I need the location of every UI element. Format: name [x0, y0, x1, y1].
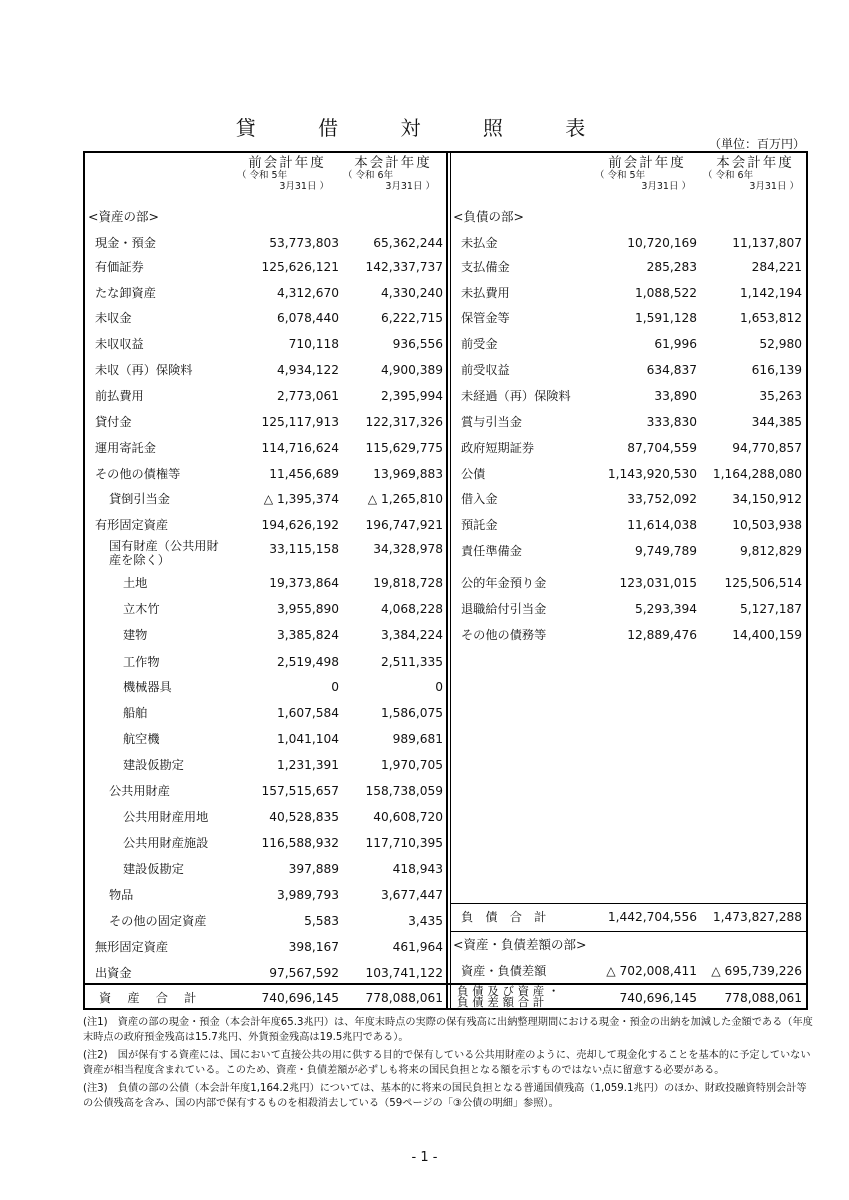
- liability-row: [451, 623, 808, 647]
- liability-curr-value: 35,263: [759, 389, 802, 403]
- asset-curr-value: 4,068,228: [380, 602, 443, 616]
- net-section-label: <資産・負債差額の部>: [453, 937, 587, 952]
- asset-curr-value: 117,710,395: [365, 836, 443, 850]
- asset-prev-value: 6,078,440: [276, 311, 339, 325]
- liability-row: [451, 410, 808, 434]
- liability-label: 前受金: [461, 337, 498, 351]
- liability-prev-value: 1,143,920,530: [607, 467, 697, 481]
- liability-row: [451, 332, 808, 356]
- asset-label: 国有財産（公共用財産を除く）: [109, 539, 219, 567]
- liability-prev-value: 634,837: [646, 363, 697, 377]
- liability-curr-value: 10,503,938: [732, 518, 802, 532]
- asset-label: 前払費用: [95, 389, 144, 403]
- liability-curr-value: 1,142,194: [739, 286, 802, 300]
- assets-total-curr: 778,088,061: [365, 991, 443, 1005]
- liability-label: 未払金: [461, 236, 498, 250]
- assets-total-prev: 740,696,145: [261, 991, 339, 1005]
- net-label: 資産・負債差額: [461, 964, 547, 978]
- asset-label: 公共用財産: [109, 784, 170, 798]
- asset-prev-value: 114,716,624: [261, 441, 339, 455]
- page-number: - 1 -: [411, 1150, 438, 1165]
- asset-curr-value: 461,964: [392, 940, 443, 954]
- asset-label: 未収金: [95, 311, 132, 325]
- liab-prev-header: 前会計年度 （ 令和 5年 3月31日 ）: [595, 155, 691, 192]
- liability-row: [451, 358, 808, 382]
- liability-label: 退職給付引当金: [461, 602, 547, 616]
- asset-row: [85, 537, 445, 567]
- asset-curr-value: 3,677,447: [380, 888, 443, 902]
- asset-label: 未収収益: [95, 337, 144, 351]
- center-divider: [446, 153, 448, 1008]
- liability-curr-value: 1,653,812: [739, 311, 802, 325]
- liability-curr-value: 616,139: [751, 363, 802, 377]
- liability-curr-value: 52,980: [759, 337, 802, 351]
- liab-total-top-line: [451, 903, 806, 904]
- liability-row: [451, 462, 808, 486]
- liability-row: [451, 597, 808, 621]
- asset-prev-value: 1,231,391: [276, 758, 339, 772]
- liability-prev-value: 10,720,169: [627, 236, 697, 250]
- asset-row: [85, 857, 445, 881]
- liability-prev-value: 33,890: [654, 389, 697, 403]
- liability-curr-value: 1,164,288,080: [712, 467, 802, 481]
- asset-curr-value: 115,629,775: [365, 441, 443, 455]
- liability-row: [451, 487, 808, 511]
- liab-total-prev: 1,442,704,556: [607, 910, 697, 924]
- liab-total-row: [451, 905, 808, 929]
- net-row: [451, 959, 808, 983]
- liability-label: 支払備金: [461, 260, 510, 274]
- asset-curr-value: 2,511,335: [380, 655, 443, 669]
- asset-label: 出資金: [95, 966, 132, 980]
- asset-prev-value: 97,567,592: [269, 966, 339, 980]
- asset-prev-value: 125,626,121: [261, 260, 339, 274]
- asset-label: 工作物: [123, 655, 160, 669]
- liability-curr-value: 94,770,857: [732, 441, 802, 455]
- asset-row: [85, 909, 445, 933]
- liab-net-total-prev: 740,696,145: [619, 991, 697, 1005]
- liability-label: 保管金等: [461, 311, 510, 325]
- asset-row: [85, 623, 445, 647]
- asset-prev-value: 2,519,498: [276, 655, 339, 669]
- liability-prev-value: 333,830: [646, 415, 697, 429]
- assets-curr-header: 本会計年度 （ 令和 6年 3月31日 ）: [343, 155, 435, 192]
- asset-row: [85, 883, 445, 907]
- asset-label: 未収（再）保険料: [95, 363, 193, 377]
- liability-label: その他の債務等: [461, 628, 547, 642]
- asset-curr-value: 6,222,715: [380, 311, 443, 325]
- net-prev: △ 702,008,411: [606, 964, 697, 978]
- asset-row: [85, 281, 445, 305]
- asset-prev-value: 4,312,670: [276, 286, 339, 300]
- asset-label: 現金・預金: [95, 236, 156, 250]
- assets-prev-header: 前会計年度 （ 令和 5年 3月31日 ）: [237, 155, 329, 192]
- asset-curr-value: 2,395,994: [380, 389, 443, 403]
- asset-curr-value: 142,337,737: [365, 260, 443, 274]
- asset-prev-value: 11,456,689: [269, 467, 339, 481]
- asset-row: [85, 255, 445, 279]
- asset-curr-value: 196,747,921: [365, 518, 443, 532]
- liability-curr-value: 11,137,807: [732, 236, 802, 250]
- asset-prev-value: 125,117,913: [261, 415, 339, 429]
- asset-label: 建物: [123, 628, 148, 642]
- assets-total-row: [85, 986, 445, 1010]
- liability-prev-value: 1,088,522: [634, 286, 697, 300]
- liability-row: [451, 571, 808, 595]
- assets-total-label: 資 産 合 計: [99, 991, 199, 1005]
- liab-net-total-row: [451, 986, 808, 1010]
- liability-row: [451, 281, 808, 305]
- liability-prev-value: 12,889,476: [627, 628, 697, 642]
- asset-prev-value: 3,989,793: [276, 888, 339, 902]
- asset-prev-value: 4,934,122: [276, 363, 339, 377]
- asset-label: 貸付金: [95, 415, 132, 429]
- liability-row: [451, 513, 808, 537]
- asset-prev-value: 397,889: [288, 862, 339, 876]
- asset-curr-value: △ 1,265,810: [367, 492, 443, 506]
- asset-row: [85, 571, 445, 595]
- liability-curr-value: 125,506,514: [724, 576, 802, 590]
- asset-curr-value: 34,328,978: [373, 542, 443, 556]
- asset-label: その他の固定資産: [109, 914, 207, 928]
- asset-row: [85, 358, 445, 382]
- net-section-top-line: [451, 931, 806, 932]
- liability-curr-value: 14,400,159: [732, 628, 802, 642]
- liability-label: 預託金: [461, 518, 498, 532]
- liability-label: 未経過（再）保険料: [461, 389, 571, 403]
- notes: [83, 1015, 813, 1114]
- asset-prev-value: 3,955,890: [276, 602, 339, 616]
- asset-curr-value: 158,738,059: [365, 784, 443, 798]
- asset-label: 機械器具: [123, 680, 172, 694]
- asset-prev-value: △ 1,395,374: [263, 492, 339, 506]
- liability-label: 未払費用: [461, 286, 510, 300]
- asset-row: [85, 753, 445, 777]
- unit-label: （単位：百万円）: [708, 137, 805, 151]
- asset-label: 建設仮勘定: [123, 758, 184, 772]
- asset-curr-value: 0: [435, 680, 443, 694]
- note-1: (注1) 資産の部の現金・預金（本会計年度65.3兆円）は、年度末時点の実際の保有残高に出納整理期間における現金・預金の出納を加減した金額である（年度末時点の政府預金残高は15.7兆円、外貨預金残高は19.5兆円である）。: [83, 1017, 813, 1043]
- asset-row: [85, 597, 445, 621]
- net-curr: △ 695,739,226: [711, 964, 802, 978]
- asset-prev-value: 0: [331, 680, 339, 694]
- asset-prev-value: 19,373,864: [269, 576, 339, 590]
- liability-prev-value: 9,749,789: [634, 544, 697, 558]
- liability-label: 政府短期証券: [461, 441, 535, 455]
- asset-row: [85, 384, 445, 408]
- asset-label: 無形固定資産: [95, 940, 169, 954]
- liability-prev-value: 33,752,092: [627, 492, 697, 506]
- liability-prev-value: 61,996: [654, 337, 697, 351]
- asset-row: [85, 231, 445, 255]
- asset-prev-value: 116,588,932: [261, 836, 339, 850]
- asset-curr-value: 65,362,244: [373, 236, 443, 250]
- asset-label: 船舶: [123, 706, 148, 720]
- liability-label: 賞与引当金: [461, 415, 522, 429]
- liability-row: [451, 539, 808, 563]
- asset-label: 建設仮勘定: [123, 862, 184, 876]
- asset-row: [85, 727, 445, 751]
- asset-label: 有形固定資産: [95, 518, 169, 532]
- asset-curr-value: 1,970,705: [380, 758, 443, 772]
- asset-label: 運用寄託金: [95, 441, 156, 455]
- asset-prev-value: 5,583: [304, 914, 339, 928]
- assets-section-label: <資産の部>: [88, 209, 159, 224]
- asset-row: [85, 701, 445, 725]
- asset-prev-value: 1,041,104: [276, 732, 339, 746]
- asset-curr-value: 19,818,728: [373, 576, 443, 590]
- liability-prev-value: 1,591,128: [634, 311, 697, 325]
- liability-curr-value: 284,221: [751, 260, 802, 274]
- asset-row: [85, 436, 445, 460]
- asset-prev-value: 157,515,657: [261, 784, 339, 798]
- asset-prev-value: 398,167: [288, 940, 339, 954]
- liab-curr-header: 本会計年度 （ 令和 6年 3月31日 ）: [703, 155, 799, 192]
- liab-total-curr: 1,473,827,288: [712, 910, 802, 924]
- asset-label: 航空機: [123, 732, 160, 746]
- liability-prev-value: 87,704,559: [627, 441, 697, 455]
- asset-row: [85, 779, 445, 803]
- asset-label: 公共用財産用地: [123, 810, 209, 824]
- asset-prev-value: 40,528,835: [269, 810, 339, 824]
- asset-curr-value: 989,681: [392, 732, 443, 746]
- liability-row: [451, 306, 808, 330]
- liability-label: 公的年金預り金: [461, 576, 547, 590]
- liability-prev-value: 5,293,394: [634, 602, 697, 616]
- asset-label: 立木竹: [123, 602, 160, 616]
- asset-curr-value: 3,384,224: [380, 628, 443, 642]
- asset-prev-value: 2,773,061: [276, 389, 339, 403]
- asset-curr-value: 103,741,122: [365, 966, 443, 980]
- asset-curr-value: 40,608,720: [373, 810, 443, 824]
- liability-label: 前受収益: [461, 363, 510, 377]
- liability-label: 借入金: [461, 492, 498, 506]
- asset-label: 貸倒引当金: [109, 492, 170, 506]
- page-title: 貸 借 対 照 表: [235, 116, 614, 140]
- asset-prev-value: 1,607,584: [276, 706, 339, 720]
- asset-row: [85, 831, 445, 855]
- liability-prev-value: 123,031,015: [619, 576, 697, 590]
- asset-row: [85, 306, 445, 330]
- liab-net-total-label: 負 債 及 び 資 産 ・ 負 債 差 額 合 計: [457, 984, 560, 1009]
- asset-curr-value: 4,330,240: [380, 286, 443, 300]
- liability-curr-value: 34,150,912: [732, 492, 802, 506]
- liability-curr-value: 9,812,829: [739, 544, 802, 558]
- asset-row: [85, 410, 445, 434]
- balance-sheet-table: [83, 151, 808, 1010]
- asset-prev-value: 53,773,803: [269, 236, 339, 250]
- asset-curr-value: 122,317,326: [365, 415, 443, 429]
- asset-prev-value: 710,118: [288, 337, 339, 351]
- asset-curr-value: 418,943: [392, 862, 443, 876]
- asset-row: [85, 487, 445, 511]
- asset-row: [85, 650, 445, 674]
- liability-curr-value: 5,127,187: [739, 602, 802, 616]
- liability-label: 公債: [461, 467, 486, 481]
- liab-total-label: 負 債 合 計: [461, 910, 547, 924]
- asset-row: [85, 675, 445, 699]
- asset-curr-value: 13,969,883: [373, 467, 443, 481]
- liability-row: [451, 384, 808, 408]
- asset-row: [85, 935, 445, 959]
- liability-curr-value: 344,385: [751, 415, 802, 429]
- asset-prev-value: 194,626,192: [261, 518, 339, 532]
- asset-label: 土地: [123, 576, 148, 590]
- asset-label: 公共用財産施設: [123, 836, 209, 850]
- asset-row: [85, 805, 445, 829]
- liability-row: [451, 255, 808, 279]
- asset-curr-value: 4,900,389: [380, 363, 443, 377]
- liab-net-total-curr: 778,088,061: [724, 991, 802, 1005]
- liability-prev-value: 285,283: [646, 260, 697, 274]
- note-3: (注3) 負債の部の公債（本会計年度1,164.2兆円）については、基本的に将来の国民負担となる普通国債残高（1,059.1兆円）のほか、財政投融資特別会計等の公債残高を含み、国の内部で保有するものを相殺消去している（59ページの「③公債の明細」参照）。: [83, 1083, 807, 1109]
- liability-prev-value: 11,614,038: [627, 518, 697, 532]
- asset-label: 物品: [109, 888, 134, 902]
- asset-row: [85, 513, 445, 537]
- liab-section-label: <負債の部>: [453, 209, 524, 224]
- asset-label: その他の債権等: [95, 467, 181, 481]
- liability-label: 責任準備金: [461, 544, 522, 558]
- asset-label: 有価証券: [95, 260, 144, 274]
- liability-row: [451, 231, 808, 255]
- liability-row: [451, 436, 808, 460]
- asset-curr-value: 3,435: [408, 914, 443, 928]
- asset-curr-value: 936,556: [392, 337, 443, 351]
- asset-row: [85, 462, 445, 486]
- asset-label: たな卸資産: [95, 286, 156, 300]
- asset-prev-value: 33,115,158: [269, 542, 339, 556]
- note-2: (注2) 国が保有する資産には、国において直接公共の用に供する目的で保有している公共用財産のように、売却して現金化することを基本的に予定していない資産が相当程度含まれている。このため、資産・負債差額が必ずしも将来の国民負担となる額を示すものではない点に留意する必要がある。: [83, 1050, 811, 1076]
- asset-row: [85, 961, 445, 985]
- asset-row: [85, 332, 445, 356]
- asset-curr-value: 1,586,075: [380, 706, 443, 720]
- asset-prev-value: 3,385,824: [276, 628, 339, 642]
